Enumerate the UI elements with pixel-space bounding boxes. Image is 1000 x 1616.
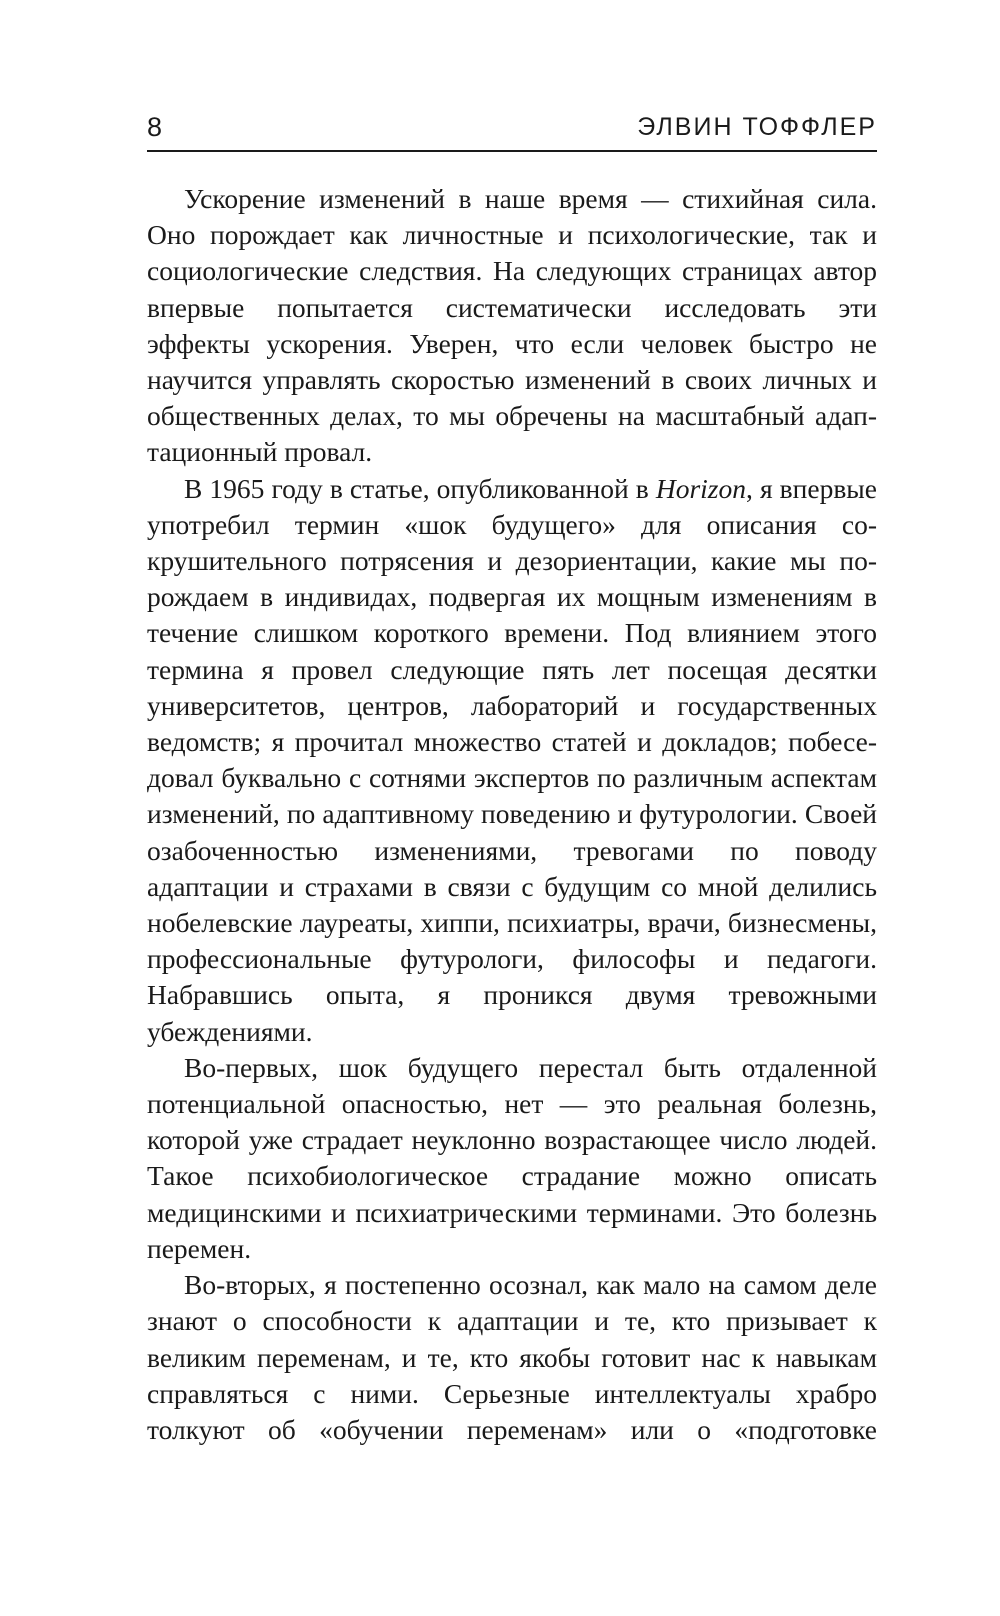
- running-head-author: ЭЛВИН ТОФФЛЕР: [637, 113, 877, 141]
- book-page: [147, 0, 877, 1616]
- paragraph-2: [147, 471, 877, 1050]
- paragraph-2-rest: , я впервые употребил термин «шок будущего» для описания сокрушительного потрясения и дезориентации, какие мы порождаем в индивидах, подвергая их мощным изменениям в течение слишком короткого времени. Под влиянием этого термина я провел следующие пять лет посещая десятки университетов, центров, лабораторий и государственных ведомств; я прочитал множество статей и докладов; побеседовал буквально с сотнями экспертов по различным аспектам изменений, по адаптивному поведению и футурологии. Своей озабоченностью изменениями, тревогами по поводу адаптации и страхами в связи с будущим со мной делились нобелевские лауреаты, хиппи, психиатры, врачи, бизнесмены, профессиональные футурологи, философы и педагоги. Набравшись опыта, я проникся двумя тревожными убеждениями.: [147, 472, 877, 1047]
- paragraph-4: Во-вторых, я постепенно осознал, как мало на самом деле знают о способности к адаптации и те, кто призывает к великим переменам, и те, кто якобы готовит нас к навыкам справляться с ними. Серьезные интеллектуалы храбро толкуют об «обучении переменам» или о «подготовке: [147, 1269, 877, 1445]
- running-header: [147, 110, 877, 152]
- body-text: [147, 181, 877, 1448]
- paragraph-1: Ускорение изменений в наше время — стихийная сила. Оно порождает как личностные и психологические, так и социологические следствия. На следующих страницах автор впервые попытается систематически исследовать эти эффекты ускорения. Уверен, что если человек быстро не научится управлять скоростью изменений в своих личных и общественных делах, то мы обречены на масштабный адаптационный провал.: [147, 183, 877, 468]
- journal-title: Horizon: [655, 472, 746, 504]
- page-number: 8: [147, 112, 163, 142]
- paragraph-3: Во-первых, шок будущего перестал быть отдаленной потенциальной опасностью, нет — это реальная болезнь, которой уже страдает неуклонно возрастающее число людей. Такое психобиологическое страдание можно описать медицинскими и психиатрическими терминами. Это болезнь перемен.: [147, 1051, 877, 1264]
- paragraph-2-start: В 1965 году в статье, опубликованной в: [184, 472, 656, 504]
